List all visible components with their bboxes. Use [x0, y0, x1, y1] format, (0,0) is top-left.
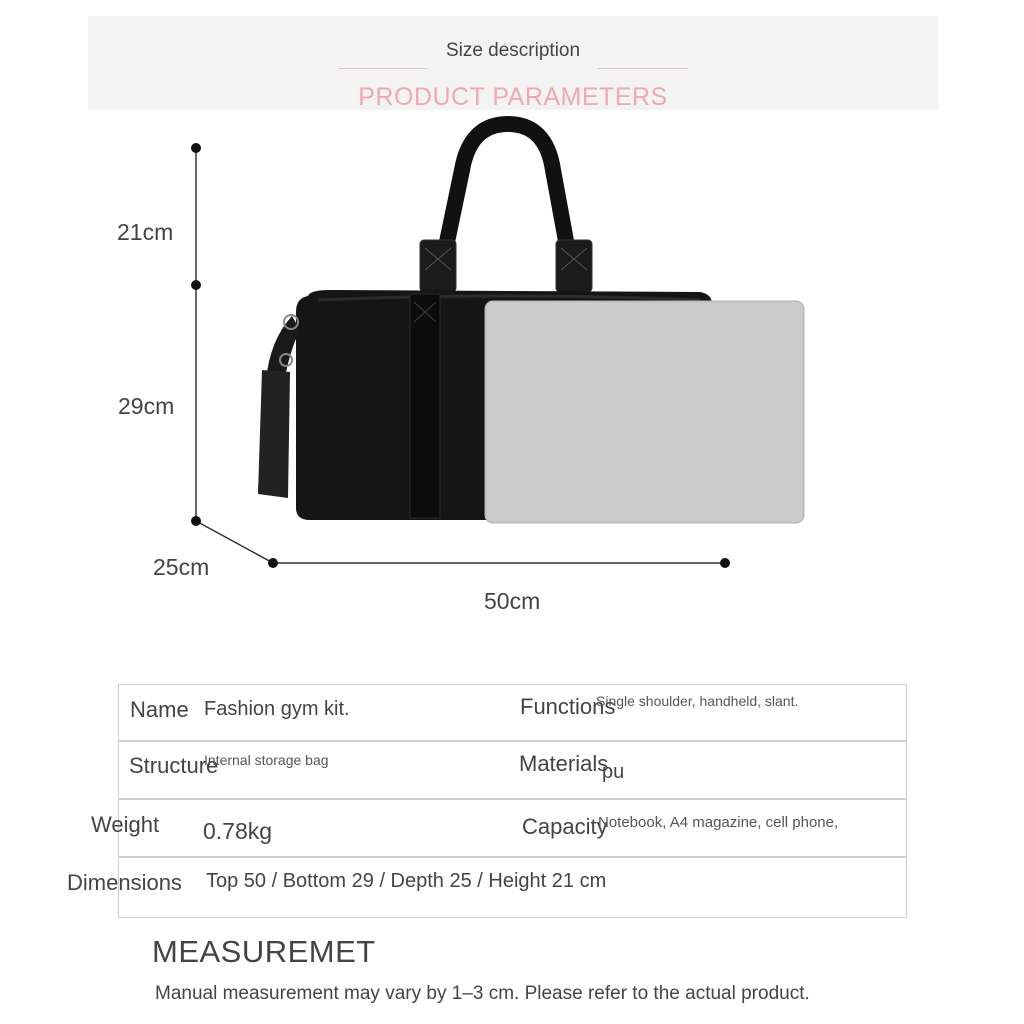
- header-title: Size description: [445, 40, 581, 61]
- spec-value-structure: Internal storage bag: [204, 752, 329, 768]
- spec-label-name: Name: [130, 697, 189, 722]
- table-row: [118, 740, 907, 800]
- measurement-note: Manual measurement may vary by 1–3 cm. Please refer to the actual product.: [155, 983, 810, 1004]
- spec-label-capacity: Capacity: [522, 814, 608, 839]
- spec-value-weight: 0.78kg: [203, 818, 273, 844]
- dimension-depth: 25cm: [153, 554, 210, 580]
- dimension-handle-height: 21cm: [117, 219, 174, 245]
- spec-value-functions: Single shoulder, handheld, slant.: [596, 693, 799, 709]
- spec-value-materials: pu: [602, 761, 625, 783]
- header-subtitle: PRODUCT PARAMETERS: [358, 83, 668, 111]
- spec-label-weight: Weight: [91, 812, 160, 837]
- spec-value-dimensions: Top 50 / Bottom 29 / Depth 25 / Height 21 cm: [206, 870, 607, 892]
- spec-label-dimensions: Dimensions: [67, 870, 182, 895]
- dimension-bag-height: 29cm: [118, 393, 175, 419]
- bag-handles: [437, 124, 575, 290]
- measurement-title: MEASUREMET: [152, 934, 376, 969]
- spec-label-structure: Structure: [129, 753, 219, 778]
- spec-label-materials: Materials: [519, 751, 609, 776]
- spec-value-name: Fashion gym kit.: [204, 698, 350, 720]
- spec-value-capacity: Notebook, A4 magazine, cell phone,: [598, 814, 839, 831]
- dimension-width: 50cm: [484, 588, 541, 614]
- spec-label-functions: Functions: [520, 694, 616, 719]
